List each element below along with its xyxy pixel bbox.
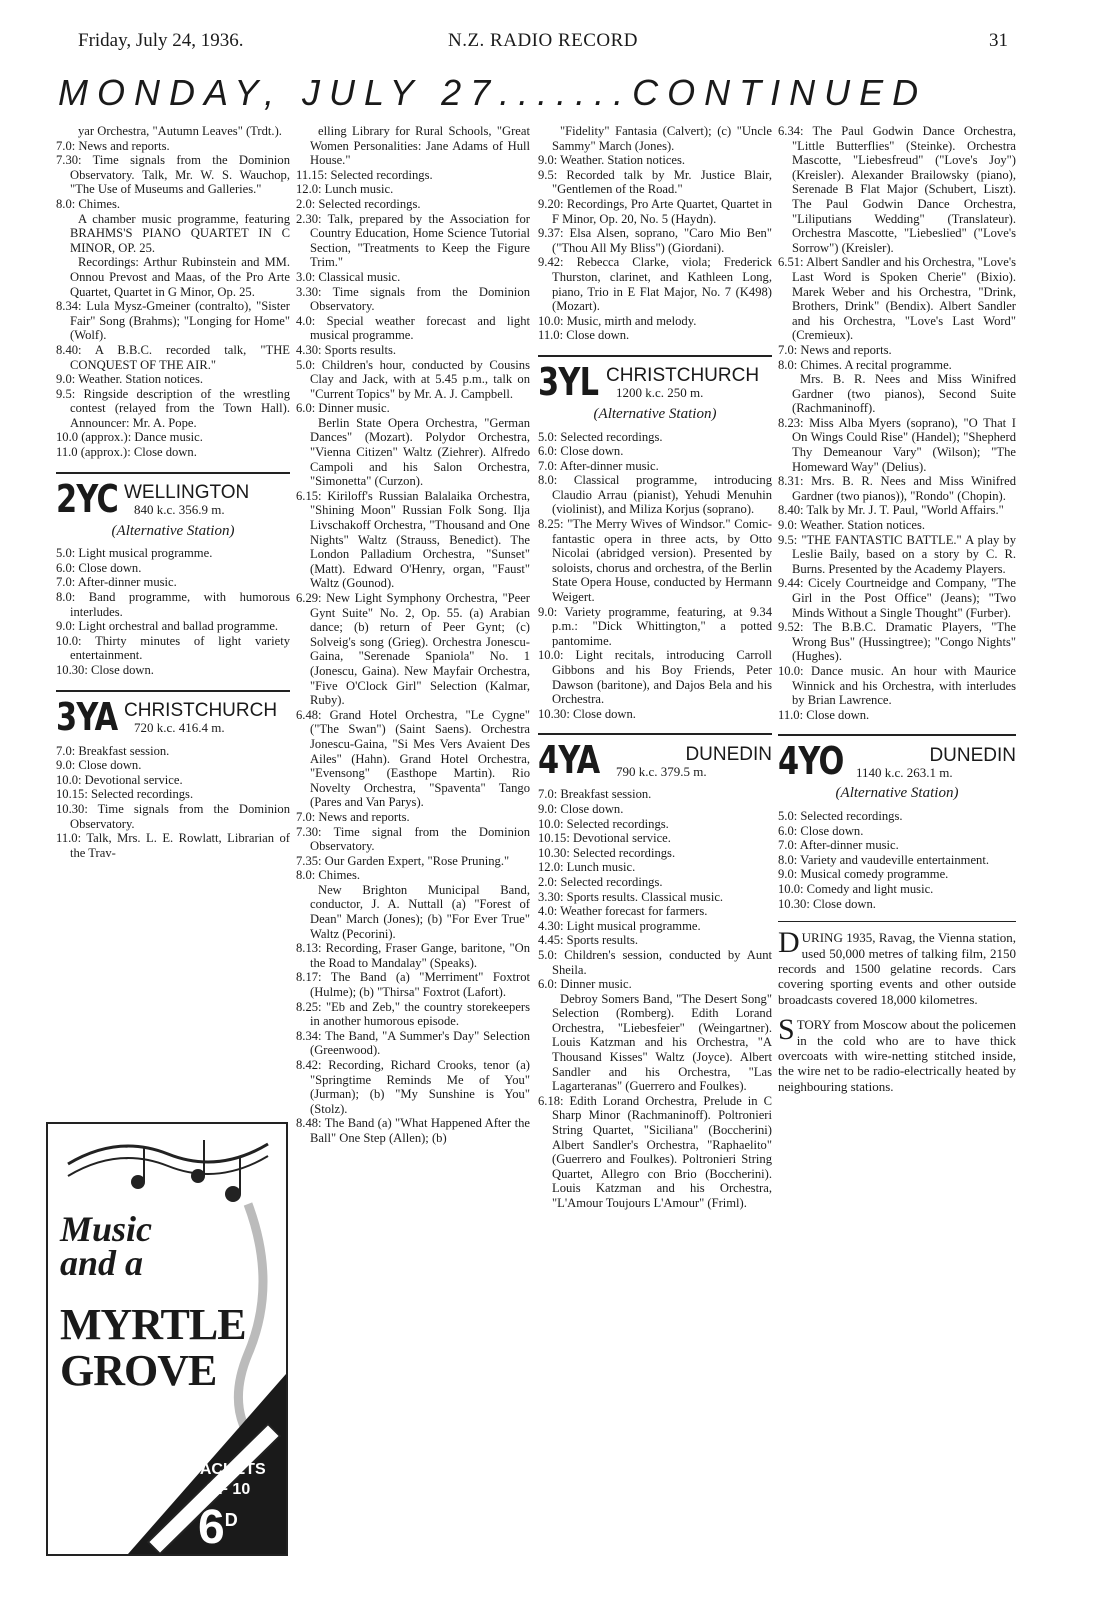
programme-list	[778, 124, 1016, 722]
programme-item: 9.0: Weather. Station notices.	[778, 518, 926, 533]
page-header	[78, 30, 1008, 56]
programme-item: 8.25: "The Merry Wives of Windsor." Comic-fantastic opera in three acts, by Otto Nicolai (abridged version). Presented by soloists, chorus and orchestra, of the Berlin State Opera House, conducted by Hermann Weigert.	[538, 517, 772, 605]
programme-item: 7.30: Time signal from the Dominion Observatory.	[296, 824, 530, 854]
advert-pack-size: PACKETS OF 10	[190, 1461, 266, 1498]
programme-item: 9.5: Recorded talk by Mr. Justice Blair, "Gentlemen of the Road."	[538, 167, 772, 197]
programme-item: 6.0: Close down.	[538, 444, 624, 459]
programme-item: 9.0: Close down.	[538, 801, 624, 816]
station-city: DUNEDIN	[685, 743, 772, 765]
programme-item: 10.30: Close down.	[56, 663, 154, 677]
programme-item: Recordings: Arthur Rubinstein and MM. Onnou Prevost and Maas, of the Pro Arte Quartet, Quartet in G Minor, Op. 25.	[70, 255, 290, 299]
station-alt-label: (Alternative Station)	[835, 785, 959, 802]
station-3yl	[538, 355, 772, 422]
page-number: 31	[989, 30, 1008, 51]
programme-item: 2.0: Selected recordings.	[538, 874, 663, 889]
programme-item: 7.0: News and reports.	[56, 138, 170, 153]
programme-item: A chamber music programme, featuring BRAHMS'S PIANO QUARTET IN C MINOR, OP. 25.	[70, 211, 290, 255]
programme-item: 12.0: Lunch music.	[538, 860, 636, 875]
programme-list	[56, 124, 290, 460]
programme-item: 5.0: Selected recordings.	[778, 808, 903, 823]
station-city: WELLINGTON	[124, 482, 250, 504]
station-4ya	[538, 733, 772, 783]
programme-item: 9.0: Musical comedy programme.	[778, 867, 949, 882]
programme-item: 7.0: After-dinner music.	[538, 458, 659, 473]
programme-item: 8.13: Recording, Fraser Gange, baritone, "On the Road to Mandalay" (Speaks).	[296, 941, 530, 970]
programme-item: 9.0: Light orchestral and ballad programme.	[56, 619, 279, 634]
programme-item: 3.30: Sports results. Classical music.	[538, 889, 724, 904]
publication-name: N.Z. RADIO RECORD	[447, 30, 639, 51]
programme-item: 8.31: Mrs. B. R. Nees and Miss Winifred Gardner (two pianos)), "Rondo" (Chopin).	[778, 474, 1016, 503]
myrtle-grove-advert	[46, 1122, 288, 1556]
advert-price: $6^D$	[198, 1501, 238, 1554]
programme-item: elling Library for Rural Schools, "Great Women Personalities: Jane Adams of Hull House."	[310, 124, 530, 168]
programme-list	[296, 124, 530, 1146]
programme-item: 8.34: The Band, "A Summer's Day" Selection (Greenwood).	[296, 1028, 530, 1058]
programme-item: 9.5: "THE FANTASTIC BATTLE." A play by Leslie Baily, based on a story by C. R. Burns. Presented by the Academy Players.	[778, 532, 1016, 576]
programme-item: 10.0: Comedy and light music.	[778, 881, 934, 896]
station-callsign: 3YL	[538, 359, 599, 404]
programme-item: "Fidelity" Fantasia (Calvert); (c) "Uncle Sammy" March (Jones).	[552, 124, 772, 153]
programme-item: 10.0: Dance music. An hour with Maurice Winnick and his Orchestra, with interludes by Brian Lawrence.	[778, 663, 1016, 708]
programme-item: 6.51: Albert Sandler and his Orchestra, "Love's Last Word is Spoken Cherie" (Bixio). Marek Weber and his Orchestra, "Drink, Brothers, Drink" (Bendix). Albert Sandler and his Orchestra, "Love's Last Word" (Cremieux).	[778, 255, 1016, 343]
programme-item: 10.0: Thirty minutes of light variety entertainment.	[56, 633, 290, 663]
programme-item: 10.0: Devotional service.	[56, 772, 183, 787]
programme-item: 10.30: Close down.	[538, 706, 636, 721]
programme-list	[778, 809, 1016, 911]
programme-item: 6.48: Grand Hotel Orchestra, "Le Cygne" ("The Swan") (Saint Saens). Orchestra Jonescu-Gaina, "Si Mes Vers Avaient Des Ailes" (Hahn). Grand Hotel Orchestra, "Evensong" (Easthope Martin). Rio Novelty Orchestra, "Spaventa" Tango (Pares and Van Parys).	[296, 707, 530, 810]
programme-item: 8.0: Classical programme, introducing Claudio Arrau (pianist), Yehudi Menuhin (violinist), and Miliza Korjus (soprano).	[538, 473, 772, 517]
programme-item: 10.15: Devotional service.	[538, 831, 671, 846]
programme-item: 7.35: Our Garden Expert, "Rose Pruning."	[296, 853, 510, 868]
station-city: CHRISTCHURCH	[124, 700, 278, 721]
programme-item: 9.52: The B.B.C. Dramatic Players, "The Wrong Bus" (Hussingtree); "Congo Nights" (Hughes).	[778, 620, 1016, 664]
programme-item: 7.0: Breakfast session.	[56, 743, 170, 758]
programme-list	[538, 430, 772, 722]
advert-slogan: Music and a	[60, 1209, 153, 1283]
programme-item: 9.37: Elsa Alsen, soprano, "Caro Mio Ben" ("Thou All My Bliss") (Giordani).	[538, 226, 772, 255]
programme-item: 8.40: A B.B.C. recorded talk, "THE CONQUEST OF THE AIR."	[56, 342, 290, 372]
programme-item: 9.20: Recordings, Pro Arte Quartet, Quartet in F Minor, Op. 20, No. 5 (Haydn).	[538, 196, 772, 226]
programme-item: 8.25: "Eb and Zeb," the country storekeepers in another humorous episode.	[296, 999, 530, 1029]
programme-item: New Brighton Municipal Band, conductor, J. A. Nuttall (a) "Forest of Dean" March (Jones); (b) "For Ever True" Waltz (Pecorini).	[310, 882, 530, 941]
programme-item: 8.48: The Band (a) "What Happened After the Ball" One Step (Allen); (b)	[296, 1116, 530, 1145]
column-1	[56, 124, 290, 860]
programme-item: 5.0: Selected recordings.	[538, 429, 663, 444]
programme-item: 8.0: Band programme, with humorous interludes.	[56, 590, 290, 619]
programme-list	[56, 546, 290, 677]
programme-list	[56, 744, 290, 861]
advert-brand: MYRTLE GROVE	[60, 1300, 246, 1395]
programme-item: 10.30: Close down.	[778, 896, 876, 911]
programme-item: 9.44: Cicely Courtneidge and Company, "The Girl in the Post Office" (Jeans); "Two Minds Without a Single Thought" (Furber).	[778, 576, 1016, 620]
column-2	[296, 124, 530, 1146]
station-callsign: 4YA	[538, 738, 600, 783]
programme-item: Berlin State Opera Orchestra, "German Dances" (Mozart). Polydor Orchestra, "Vienna Citizen" Waltz (Ziehrer). Alfredo Campoli and his Salon Orchestra, "Simonetta" (Curzon).	[310, 415, 530, 489]
station-alt-label: (Alternative Station)	[111, 522, 235, 539]
programme-item: 11.15: Selected recordings.	[296, 167, 433, 182]
issue-date: Friday, July 24, 1936.	[78, 30, 244, 51]
programme-item: 9.0: Weather. Station notices.	[538, 153, 686, 168]
station-frequency: 840 k.c. 356.9 m.	[134, 502, 225, 518]
programme-item: 6.34: The Paul Godwin Dance Orchestra, "Little Butterflies" (Steinke). Orchestra Mascotte, "Liebesfreud" ("Love's Joy") (Kreisler). Alexander Brailowsky (piano), Serenade B Flat Major (Schubert, Liszt). The Paul Godwin Dance Orchestra, "Liliputians Wedding" (Translateur). Orchestra Mascotte, "Liebeslied" ("Love's Sorrow") (Kreisler).	[778, 124, 1016, 255]
programme-item: 2.30: Talk, prepared by the Association for Country Education, Home Science Tutorial Section, "Treatments to Keep the Figure Trim."	[296, 211, 530, 270]
station-callsign: 3YA	[56, 694, 118, 739]
programme-item: 6.18: Edith Lorand Orchestra, Prelude in C Sharp Minor (Rachmaninoff). Poltronieri String Quartet, "Siciliana" (Boccherini) Albert Sandler's Orchestra, "Raphaelito" (Guerrero and Foulkes). Poltronieri String Quartet, Allegro con Brio (Boccherini). Louis Katzman and his Orchestra, "L'Amour Toujours L'Amour" (Friml).	[538, 1093, 772, 1210]
programme-item: 11.0: Close down.	[778, 707, 870, 722]
programme-item: 6.0: Dinner music.	[538, 977, 632, 992]
programme-item: 6.15: Kiriloff's Russian Balalaika Orchestra, "Shining Moon" Russian Folk Song. Ilja Livschakoff Orchestra, "Thousand and One Nights" Waltz (Strauss, Benedict). The London Palladium Orchestra, "Sunset" (Matt). Edward O'Henry, organ, "Faust" Waltz (Gounod).	[296, 488, 530, 591]
programme-item: 4.0: Special weather forecast and light musical programme.	[296, 313, 530, 343]
programme-item: 6.0: Dinner music.	[296, 401, 390, 416]
day-banner: MONDAY, JULY 27.......CONTINUED	[58, 72, 928, 113]
station-frequency: 1200 k.c. 250 m.	[616, 385, 704, 401]
programme-item: 8.0: Chimes. A recital programme.	[778, 357, 952, 372]
station-frequency: 1140 k.c. 263.1 m.	[856, 764, 953, 780]
station-callsign: 4YO	[778, 739, 844, 784]
programme-item: 8.42: Recording, Richard Crooks, tenor (a) "Springtime Reminds Me of You" (Jurman); (b) "My Sunshine is You" (Stolz).	[296, 1058, 530, 1116]
station-3ya	[56, 690, 290, 739]
programme-item: 6.0: Close down.	[56, 560, 142, 575]
programme-item: 7.30: Time signals from the Dominion Observatory. Talk, Mr. W. S. Wauchop, "The Use of Museums and Galleries."	[56, 153, 290, 197]
programme-item: 4.30: Light musical programme.	[538, 918, 701, 933]
column-3	[538, 124, 772, 1211]
programme-item: 9.5: Ringside description of the wrestling contest (relayed from the Town Hall). Announcer: Mr. A. Pope.	[56, 386, 290, 430]
programme-item: 3.30: Time signals from the Dominion Observatory.	[296, 284, 530, 314]
station-4yo	[778, 734, 1016, 801]
news-note: STORY from Moscow about the policemen in the cold who are to have thick overcoats with wire-netting stitched inside, the wire net to be radio-electrically heated by neighbouring stations.	[778, 1013, 1016, 1094]
programme-item: 2.0: Selected recordings.	[296, 196, 421, 211]
programme-item: 5.0: Children's session, conducted by Aunt Sheila.	[538, 947, 772, 977]
programme-item: 4.0: Weather forecast for farmers.	[538, 904, 708, 919]
programme-item: 12.0: Lunch music.	[296, 182, 394, 197]
programme-item: 10.0 (approx.): Dance music.	[56, 430, 203, 445]
programme-item: 10.30: Time signals from the Dominion Observatory.	[56, 801, 290, 831]
programme-item: 9.0: Variety programme, featuring, at 9.34 p.m.: "Dick Whittington," a potted pantomime.	[538, 604, 772, 648]
programme-item: 7.0: After-dinner music.	[778, 838, 899, 853]
news-note: DURING 1935, Ravag, the Vienna station, used 50,000 metres of talking film, 2150 records and 1500 gelatine records. Cars covering sporting events and other outside broadcasts covered 18,000 kilometres.	[778, 926, 1016, 1007]
programme-item: 10.0: Music, mirth and melody.	[538, 313, 697, 328]
programme-item: 8.34: Lula Mysz-Gmeiner (contralto), "Sister Fair" Song (Brahms); "Longing for Home" (Wolf).	[56, 299, 290, 343]
programme-item: 10.0: Selected recordings.	[538, 816, 669, 831]
programme-item: 8.40: Talk by Mr. J. T. Paul, "World Affairs."	[778, 503, 1004, 518]
programme-item: 10.0: Light recitals, introducing Carroll Gibbons and his Boy Friends, Peter Dawson (baritone), and Dajos Bela and his Orchestra.	[538, 648, 772, 707]
programme-item: 10.15: Selected recordings.	[56, 787, 194, 802]
programme-item: 4.45: Sports results.	[538, 933, 639, 948]
programme-list	[538, 787, 772, 1210]
station-callsign: 2YC	[56, 476, 118, 521]
programme-item: 9.42: Rebecca Clarke, viola; Frederick Thurston, clarinet, and Kathleen Long, piano, Trio in E Flat Major, No. 7 (K498) (Mozart).	[538, 255, 772, 314]
programme-item: 11.0 (approx.): Close down.	[56, 445, 197, 460]
programme-item: 7.0: News and reports.	[778, 342, 892, 357]
station-city: CHRISTCHURCH	[606, 365, 760, 387]
programme-item: Debroy Somers Band, "The Desert Song" Selection (Romberg). Edith Lorand Orchestra, "Liebesfeier" (Weingartner). Louis Katzman and his Orchestra, "A Thousand Kisses" Waltz (Joyce). Albert Sandler and his Orchestra, "Las Lagarteranas" (Guerrero and Foulkes).	[552, 991, 772, 1094]
programme-item: 8.23: Miss Alba Myers (soprano), "O That I On Wings Could Rise" (Handel); "Shepherd Thy Demeanour Vary" (Wilson); "The Homeward Way" (Delius).	[778, 415, 1016, 474]
programme-item: 7.0: After-dinner music.	[56, 575, 177, 590]
column-4	[778, 124, 1016, 1094]
programme-item: 9.0: Weather. Station notices.	[56, 372, 204, 387]
programme-item: 9.0: Close down.	[56, 758, 142, 773]
programme-item: 8.0: Variety and vaudeville entertainment.	[778, 852, 989, 867]
programme-item: 11.0: Talk, Mrs. L. E. Rowlatt, Librarian of the Trav-	[56, 831, 290, 860]
programme-item: 4.30: Sports results.	[296, 342, 397, 357]
programme-item: 8.0: Chimes.	[56, 196, 121, 211]
programme-item: 3.0: Classical music.	[296, 269, 401, 284]
programme-item: 11.0: Close down.	[538, 328, 630, 343]
station-frequency: 790 k.c. 379.5 m.	[616, 763, 707, 779]
programme-list	[538, 124, 772, 343]
programme-item: 10.30: Selected recordings.	[538, 845, 676, 860]
programme-item: 8.0: Chimes.	[296, 868, 361, 883]
programme-item: 6.0: Close down.	[778, 823, 864, 838]
programme-item: 7.0: Breakfast session.	[538, 787, 652, 802]
programme-item: 5.0: Children's hour, conducted by Cousins Clay and Jack, with at 5.45 p.m., talk on "Current Topics" by Mr. A. J. Campbell.	[296, 357, 530, 401]
station-frequency: 720 k.c. 416.4 m.	[134, 720, 225, 735]
station-2yc	[56, 472, 290, 539]
programme-item: yar Orchestra, "Autumn Leaves" (Trdt.).	[78, 124, 282, 138]
programme-item: 5.0: Light musical programme.	[56, 546, 213, 561]
programme-item: Mrs. B. R. Nees and Miss Winifred Gardner (two pianos), Second Suite (Rachmaninoff).	[792, 372, 1016, 416]
programme-item: 7.0: News and reports.	[296, 809, 410, 824]
programme-item: 8.17: The Band (a) "Merriment" Foxtrot (Hulme); (b) "Thirsa" Foxtrot (Lafort).	[296, 970, 530, 1000]
programme-item: 6.29: New Light Symphony Orchestra, "Peer Gynt Suite" No. 2, Op. 55. (a) Arabian dance; (b) return of Peer Gynt; (c) Solveig's song (Grieg). Orchestra Jonescu-Gaina, "Serenade Spaniola" No. 1 (Jonescu, Gaina). New Mayfair Orchestra, "Five O'Clock Girl" Selection (Kalmar, Ruby).	[296, 591, 530, 708]
station-city: DUNEDIN	[929, 744, 1016, 766]
station-alt-label: (Alternative Station)	[593, 405, 717, 422]
